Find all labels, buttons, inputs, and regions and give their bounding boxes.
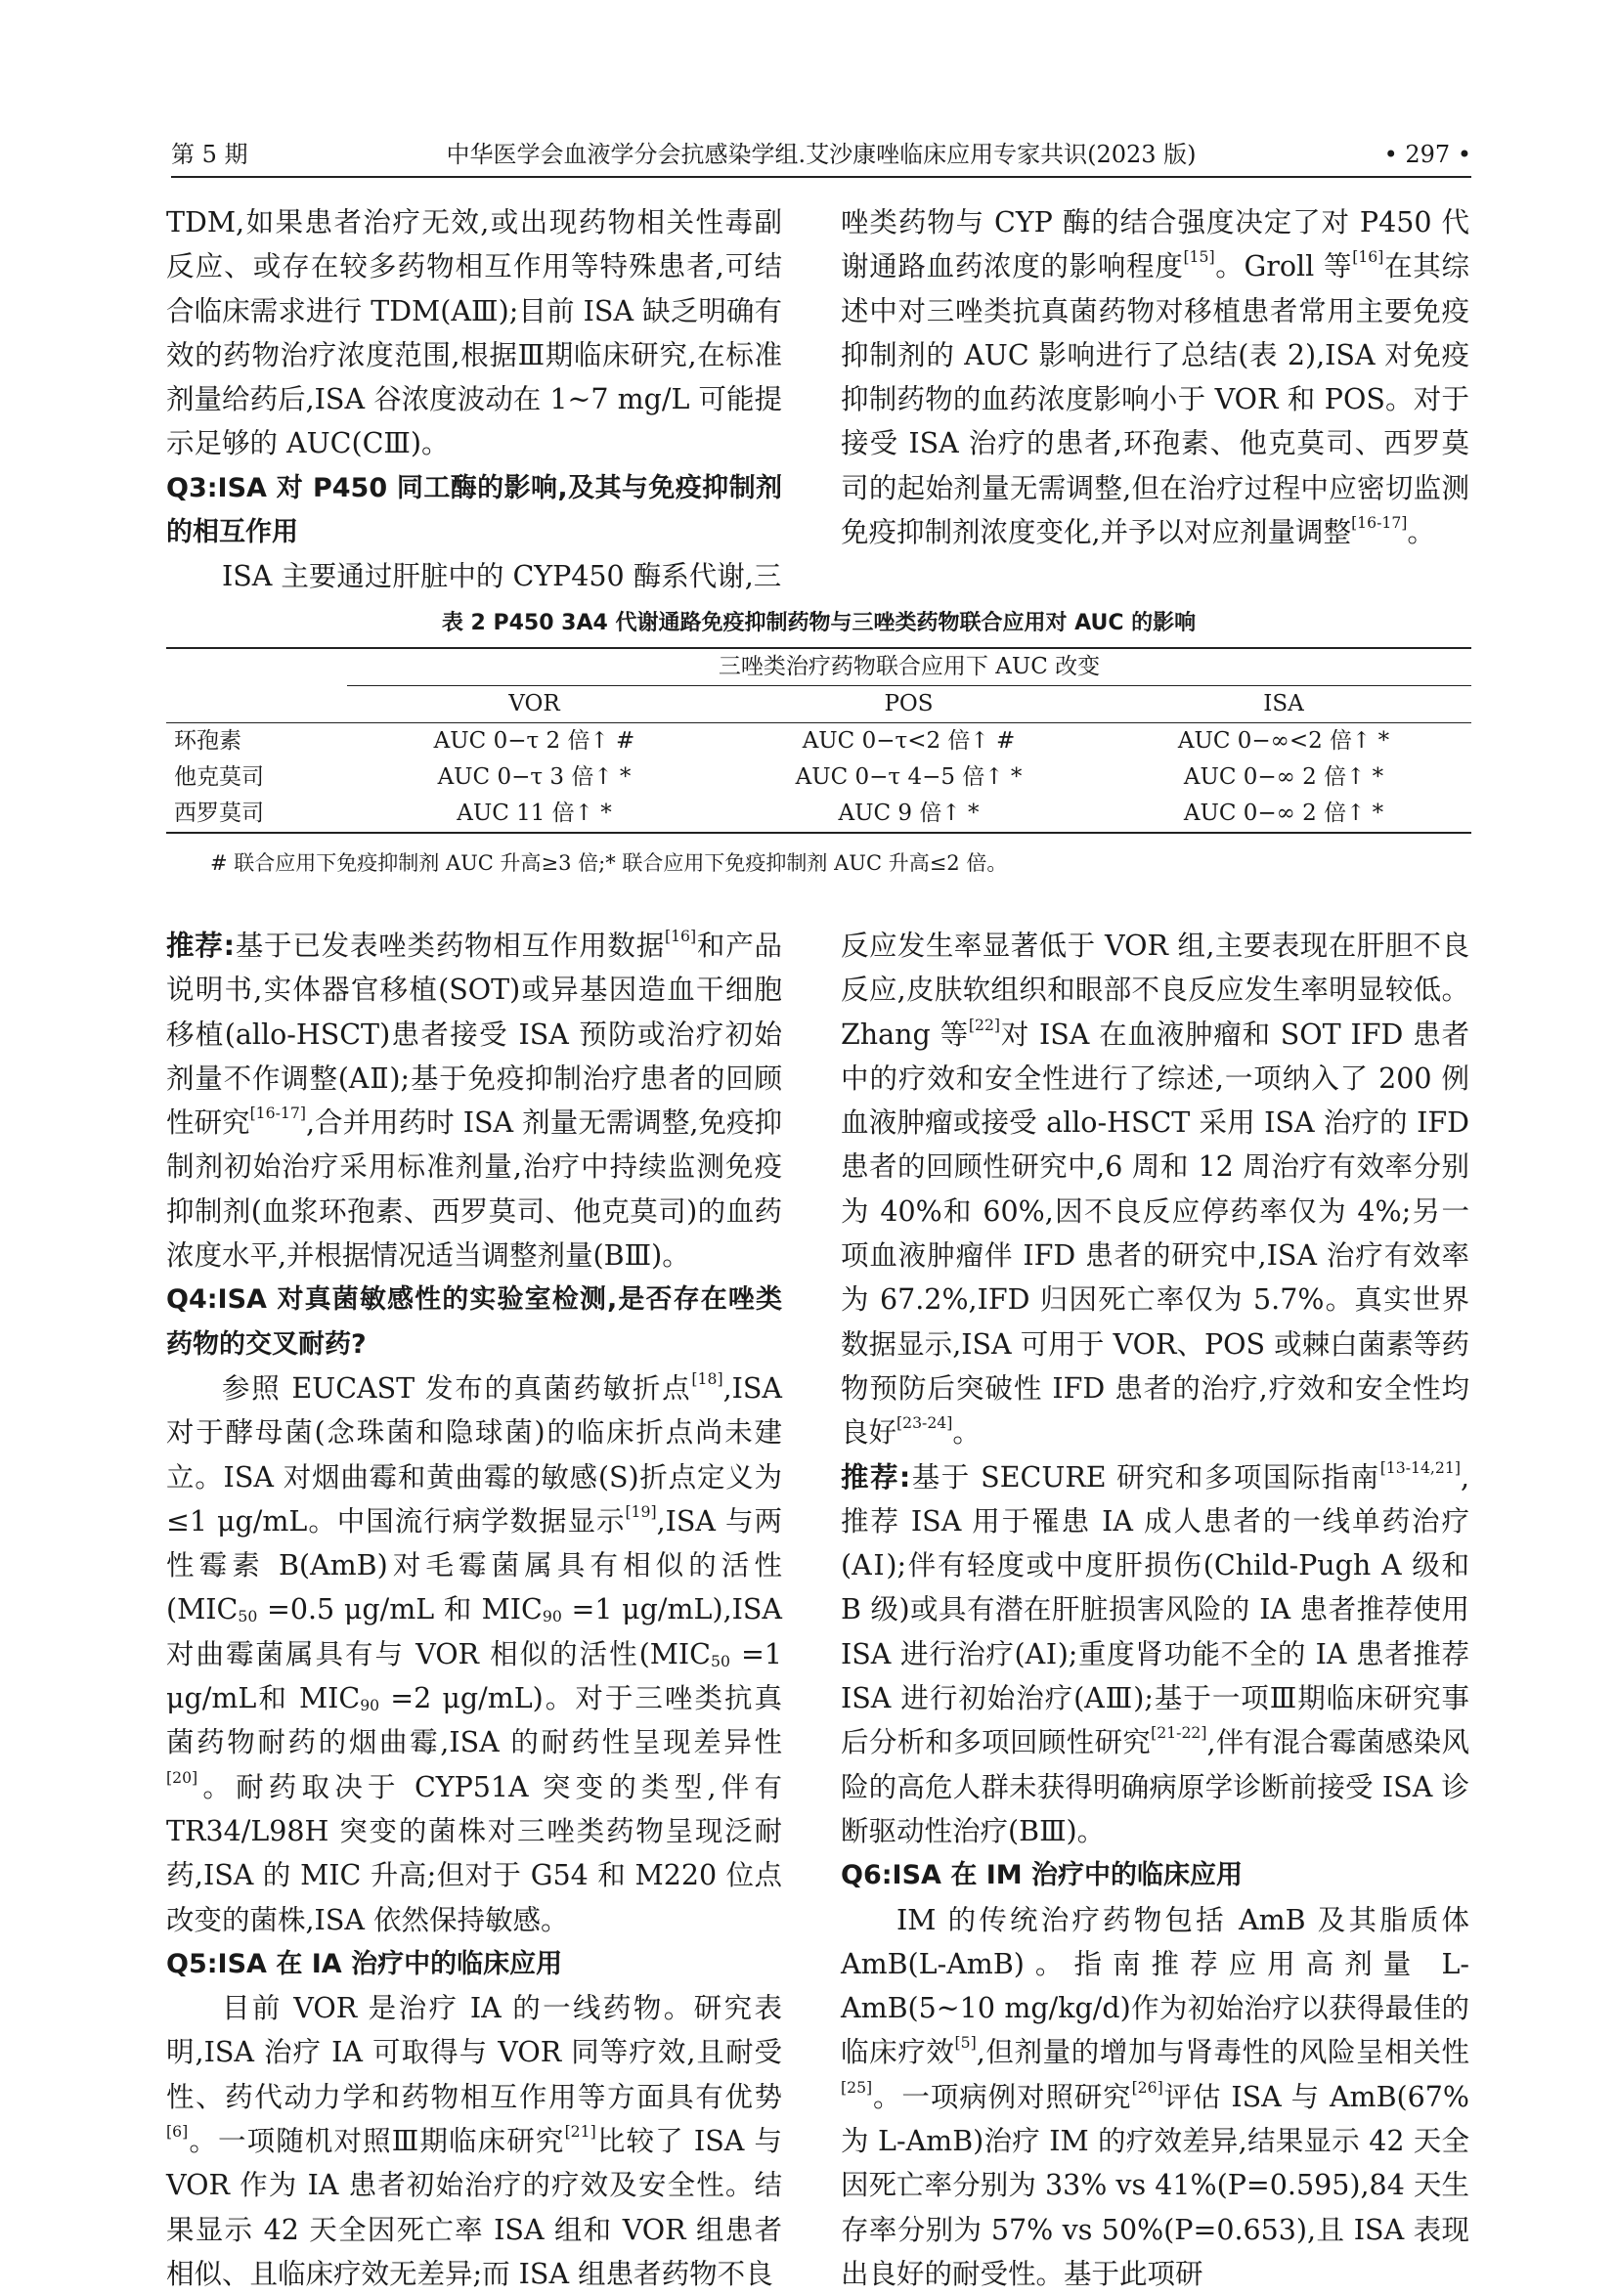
text-run: 。耐药取决于 CYP51A 突变的类型,伴有 TR34/L98H 突变的菌株对三唑类药物呈现泛耐药,ISA 的 MIC 升高;但对于 G54 和 M220 位点改变的菌株,ISA 依然保持敏感。 xyxy=(166,1770,782,1936)
table-row xyxy=(166,796,1471,833)
citation: [15] xyxy=(1183,247,1215,267)
text-run: IM 的传统治疗药物包括 AmB 及其脂质体 AmB(L-AmB)。指南推荐应用高剂量 L-AmB(5~10 mg/kg/d)作为初始治疗以获得最佳的临床疗效 xyxy=(841,1903,1469,2069)
text-run: 基于已发表唑类药物相互作用数据 xyxy=(234,930,665,962)
text-run: ,ISA 与两性霉素 B(AmB)对毛霉菌属具有相似的活性(MIC xyxy=(166,1504,782,1626)
citation: [23-24] xyxy=(896,1413,953,1433)
recommendation-q3 xyxy=(166,924,782,1278)
text-run: 。Groll 等 xyxy=(1214,250,1353,283)
text-run: 反应发生率显著低于 VOR 组,主要表现在肝胆不良反应,皮肤软组织和眼部不良反应发生率明显较低。Zhang 等 xyxy=(841,930,1469,1051)
question-q5: Q5:ISA 在 IA 治疗中的临床应用 xyxy=(166,1948,563,1979)
recommendation-label: 推荐: xyxy=(841,1460,911,1494)
paragraph-cyp-binding xyxy=(841,200,1469,554)
paragraph-isa-metabolism: ISA 主要通过肝脏中的 CYP450 酶系代谢,三 xyxy=(222,560,782,593)
citation: [22] xyxy=(968,1015,1001,1034)
table-blank-cell xyxy=(166,686,347,723)
text-run: =2 μg/mL)。对于三唑类抗真菌药物耐药的烟曲霉,ISA 的耐药性呈现差异性 xyxy=(166,1682,783,1759)
column-left-bottom xyxy=(166,924,782,2296)
table-cell: AUC 0−∞ 2 倍↑ * xyxy=(1096,796,1471,833)
text-run: =0.5 μg/mL 和 MIC xyxy=(257,1593,543,1626)
text-run: 目前 VOR 是治疗 IA 的一线药物。研究表明,ISA 治疗 IA 可取得与 VOR 同等疗效,且耐受性、药代动力学和药物相互作用等方面具有优势 xyxy=(166,1992,782,2113)
citation: [16] xyxy=(1352,247,1384,267)
subscript: 50 xyxy=(238,1607,258,1626)
text-run: 评估 ISA 与 AmB(67%为 L-AmB)治疗 IM 的疗效差异,结果显示 42 天全因死亡率分别为 33% vs 41%(P=0.595),84 天生存率分别为 57% vs 50%(P=0.653),且 ISA 表现出良好的耐受性。基于此项研 xyxy=(841,2080,1469,2290)
table-span-header-row xyxy=(166,648,1471,686)
text-run: ,推荐 ISA 用于罹患 IA 成人患者的一线单药治疗(AⅠ);伴有轻度或中度肝损伤(Child-Pugh A 级和 B 级)或具有潜在肝脏损害风险的 IA 患者推荐使用 ISA 进行治疗(AⅠ);重度肾功能不全的 IA 患者推荐 ISA 进行初始治疗(AⅢ);基于一项Ⅲ期临床研究事后分析和多项回顾性研究 xyxy=(841,1460,1469,1759)
header-rule xyxy=(171,176,1471,178)
recommendation-label: 推荐: xyxy=(166,930,235,962)
row-label: 西罗莫司 xyxy=(166,796,347,833)
question-q4: Q4:ISA 对真菌敏感性的实验室检测,是否存在唑类药物的交叉耐药? xyxy=(166,1284,782,1360)
table-cell: AUC 0−τ 3 倍↑ * xyxy=(437,764,632,790)
table-footnote: # 联合应用下免疫抑制剂 AUC 升高≥3 倍;* 联合应用下免疫抑制剂 AUC 升高≤2 倍。 xyxy=(210,851,1008,875)
paragraph-ia-treatment xyxy=(166,1986,782,2296)
citation: [13-14,21] xyxy=(1379,1457,1461,1477)
recommendation-q5 xyxy=(841,1455,1469,1854)
question-q6: Q6:ISA 在 IM 治疗中的临床应用 xyxy=(841,1860,1244,1891)
paragraph-eucast xyxy=(166,1366,782,1942)
paragraph-tdm: TDM,如果患者治疗无效,或出现药物相关性毒副反应、或存在较多药物相互作用等特殊患者,可结合临床需求进行 TDM(AⅢ);目前 ISA 缺乏明确有效的药物治疗浓度范围,根据Ⅲ期临床研究,在标准剂量给药后,ISA 谷浓度波动在 1~7 mg/L 可能提示足够的 AUC(CⅢ)。 xyxy=(166,206,782,460)
paragraph-im-treatment xyxy=(841,1898,1469,2296)
subscript: 90 xyxy=(360,1696,380,1715)
issue-label: 第 5 期 xyxy=(171,141,248,168)
citation: [16-17] xyxy=(249,1104,306,1123)
text-run: 比较了 ISA 与 VOR 作为 IA 患者初始治疗的疗效及安全性。结果显示 42 天全因死亡率 ISA 组和 VOR 组患者相似、且临床疗效无差异;而 ISA 组患者药物不良 xyxy=(166,2125,782,2290)
journal-title: 中华医学会血液学分会抗感染学组.艾沙康唑临床应用专家共识(2023 版) xyxy=(446,141,1197,168)
citation: [16] xyxy=(664,926,697,945)
table-cell: AUC 0−τ 2 倍↑ # xyxy=(433,728,635,754)
text-run: =1 μg/mL),ISA 对曲霉菌属具有与 VOR 相似的活性(MIC xyxy=(166,1593,782,1670)
text-run: 。 xyxy=(1407,516,1435,549)
text-run: 基于 SECURE 研究和多项国际指南 xyxy=(910,1460,1380,1494)
citation: [21-22] xyxy=(1151,1723,1207,1743)
running-header xyxy=(171,135,1471,174)
text-run: ,合并用药时 ISA 剂量无需调整,免疫抑制剂初始治疗采用标准剂量,治疗中持续监测免疫抑制剂(血浆环孢素、西罗莫司、他克莫司)的血药浓度水平,并根据情况适当调整剂量(BⅢ)。 xyxy=(166,1106,782,1273)
column-header-isa: ISA xyxy=(1096,686,1471,723)
row-label: 他克莫司 xyxy=(174,764,264,790)
subscript: 50 xyxy=(710,1651,730,1670)
table-column-header-row xyxy=(166,686,1471,723)
table-cell: AUC 0−∞ 2 倍↑ * xyxy=(1183,764,1384,790)
row-label: 环孢素 xyxy=(174,728,241,754)
column-right-top xyxy=(841,200,1469,554)
text-run: =1 μg/mL和 MIC xyxy=(166,1637,782,1715)
column-left-top xyxy=(166,200,782,599)
text-run: ,伴有混合霉菌感染风险的高危人群未获得明确病原学诊断前接受 ISA 诊断驱动性治疗(BⅢ)。 xyxy=(841,1726,1469,1847)
text-run: 参照 EUCAST 发布的真菌药敏折点 xyxy=(222,1371,692,1405)
citation: [19] xyxy=(625,1501,657,1521)
page-number: • 297 • xyxy=(1383,141,1471,168)
text-run: ,但剂量的增加与肾毒性的风险呈相关性 xyxy=(976,2036,1469,2069)
text-run: ,ISA 对于酵母菌(念珠菌和隐球菌)的临床折点尚未建立。ISA 对烟曲霉和黄曲霉的敏感(S)折点定义为 ≤1 μg/mL。中国流行病学数据显示 xyxy=(166,1371,782,1538)
table-blank-cell xyxy=(166,648,347,686)
text-run: 对 ISA 在血液肿瘤和 SOT IFD 患者中的疗效和安全性进行了综述,一项纳入了 200 例血液肿瘤或接受 allo-HSCT 采用 ISA 治疗的 IFD 患者的回顾性研究中,6 周和 12 周治疗有效率分别为 40%和 60%,因不良反应停药率仅为 4%;另一项血液肿瘤伴 IFD 患者的研究中,ISA 治疗有效率为 67.2%,IFD 归因死亡率仅为 5.7%。真实世界数据显示,ISA 可用于 VOR、POS 或棘白菌素等药物预防后突破性 IFD 患者的治疗,疗效和安全性均良好 xyxy=(841,1018,1469,1450)
text-run: 。 xyxy=(952,1416,981,1450)
citation: [21] xyxy=(564,2121,596,2141)
citation: [18] xyxy=(691,1368,723,1388)
citation: [26] xyxy=(1131,2077,1163,2097)
column-right-bottom xyxy=(841,924,1469,2296)
text-run: 和产品说明书,实体器官移植(SOT)或异基因造血干细胞移植(allo-HSCT)患者接受 ISA 预防或治疗初始剂量不作调整(AⅡ);基于免疫抑制治疗患者的回顾性研究 xyxy=(166,930,782,1140)
table-caption: 表 2 P450 3A4 代谢通路免疫抑制药物与三唑类药物联合应用对 AUC 的影响 xyxy=(441,611,1197,635)
table-span-header: 三唑类治疗药物联合应用下 AUC 改变 xyxy=(347,648,1471,686)
subscript: 90 xyxy=(542,1607,562,1626)
text-run: 唑类药物与 CYP 酶的结合强度决定了对 P450 代谢通路血药浓度的影响程度 xyxy=(841,206,1469,283)
table-row xyxy=(166,759,1471,796)
citation: [5] xyxy=(954,2033,977,2053)
text-run: 。一项随机对照Ⅲ期临床研究 xyxy=(188,2125,565,2158)
paragraph-adverse-reactions xyxy=(841,924,1469,1455)
citation: [6] xyxy=(166,2121,189,2141)
text-run: 。一项病例对照研究 xyxy=(872,2080,1132,2113)
column-header-vor: VOR xyxy=(347,686,721,723)
auc-table xyxy=(166,647,1471,834)
column-header-pos: POS xyxy=(721,686,1096,723)
table-cell: AUC 0−τ 4−5 倍↑ * xyxy=(795,764,1023,790)
citation: [16-17] xyxy=(1351,512,1408,532)
table-cell: AUC 9 倍↑ * xyxy=(721,796,1096,833)
text-run: 在其综述中对三唑类抗真菌药物对移植患者常用主要免疫抑制剂的 AUC 影响进行了总结(表 2),ISA 对免疫抑制药物的血药浓度影响小于 VOR 和 POS。对于接受 ISA 治疗的患者,环孢素、他克莫司、西罗莫司的起始剂量无需调整,但在治疗过程中应密切监测免疫抑制剂浓度变化,并予以对应剂量调整 xyxy=(841,250,1469,549)
question-q3: Q3:ISA 对 P450 同工酶的影响,及其与免疫抑制剂的相互作用 xyxy=(166,472,782,548)
citation: [25] xyxy=(841,2077,873,2097)
citation: [20] xyxy=(166,1767,198,1787)
table-row xyxy=(166,723,1471,760)
table-cell: AUC 11 倍↑ * xyxy=(347,796,721,833)
table-cell: AUC 0−τ<2 倍↑ # xyxy=(802,728,1016,754)
table-cell: AUC 0−∞<2 倍↑ * xyxy=(1177,728,1390,754)
